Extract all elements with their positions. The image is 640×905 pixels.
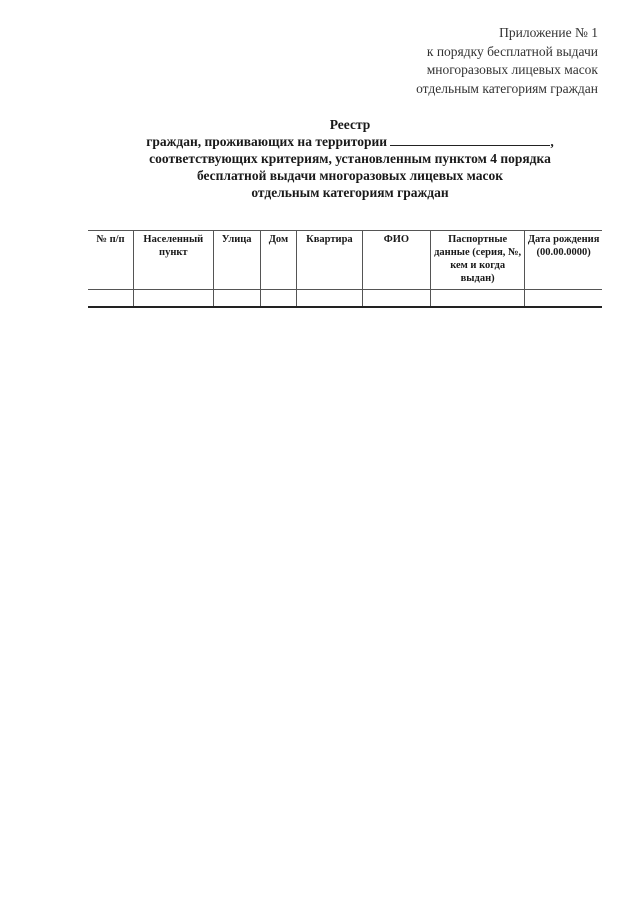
header-num: № п/п [88, 231, 134, 290]
header-street: Улица [213, 231, 260, 290]
title-line: соответствующих критериям, установленным пунктом 4 порядка [149, 151, 551, 166]
header-apartment: Квартира [297, 231, 363, 290]
birth-date-format: (00.00.0000) [536, 247, 591, 258]
title-line-text: граждан, проживающих на территории [146, 134, 388, 149]
title-line: бесплатной выдачи многоразовых лицевых масок [196, 168, 504, 183]
title-heading: Реестр [329, 117, 371, 132]
document-title [40, 116, 640, 201]
header-settlement: Населенный пункт [134, 231, 214, 290]
title-line-territory [40, 133, 640, 150]
appendix-line: отдельным категориям граждан [416, 80, 598, 96]
header-passport: Паспортные данные (серия, №, кем и когда выдан) [431, 231, 525, 290]
table-row [88, 290, 602, 308]
appendix-line: Приложение № 1 [499, 25, 598, 40]
registry-table [88, 230, 602, 308]
appendix-note [416, 24, 598, 98]
appendix-line: к порядку бесплатной выдачи [426, 43, 598, 59]
cell-house[interactable] [260, 290, 296, 308]
header-full-name: ФИО [362, 231, 430, 290]
birth-date-label: Дата рождения [527, 234, 600, 245]
appendix-line: многоразовых лицевых масок [426, 62, 598, 77]
cell-street[interactable] [213, 290, 260, 308]
title-line-comma: , [550, 134, 554, 149]
cell-apartment[interactable] [297, 290, 363, 308]
cell-settlement[interactable] [134, 290, 214, 308]
table-header-row [88, 231, 602, 290]
title-line: отдельным категориям граждан [251, 185, 449, 200]
cell-birth-date[interactable] [525, 290, 602, 308]
cell-full-name[interactable] [362, 290, 430, 308]
territory-fill-line [390, 133, 550, 146]
cell-num[interactable] [88, 290, 134, 308]
cell-passport[interactable] [431, 290, 525, 308]
header-house: Дом [260, 231, 296, 290]
header-birth-date [525, 231, 602, 290]
